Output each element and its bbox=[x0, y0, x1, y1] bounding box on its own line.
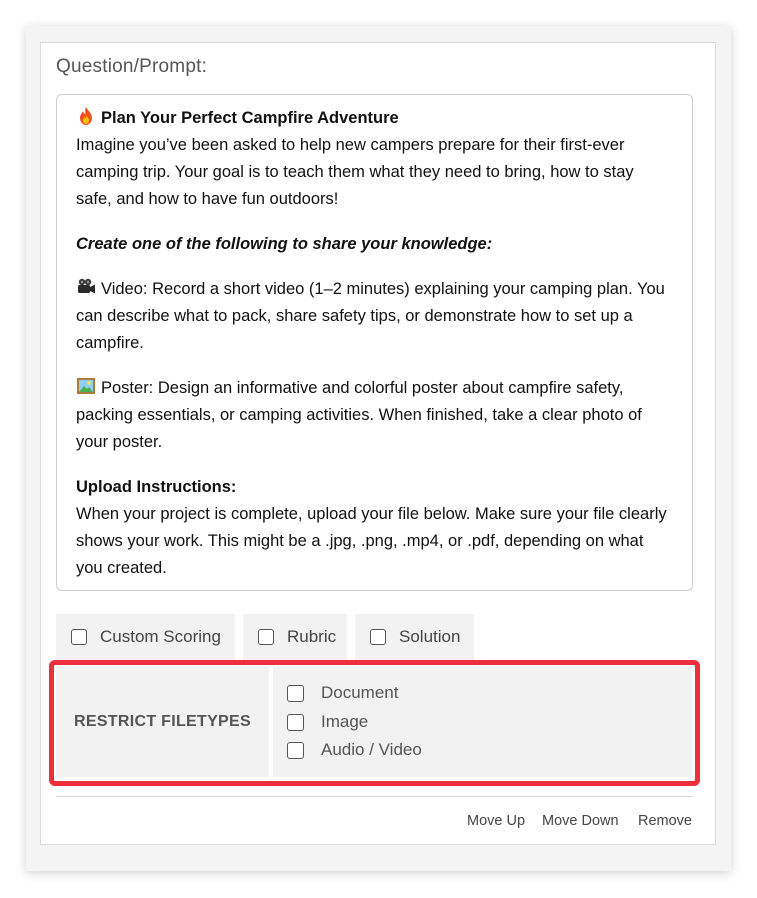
upload-heading: Upload Instructions: bbox=[76, 478, 237, 496]
remove-link[interactable]: Remove bbox=[638, 813, 692, 829]
filetype-audio-video-label: Audio / Video bbox=[321, 740, 422, 759]
movie-camera-icon bbox=[76, 277, 96, 297]
move-down-link[interactable]: Move Down bbox=[542, 813, 619, 829]
actions-divider bbox=[56, 796, 693, 797]
prompt-editor[interactable] bbox=[56, 94, 693, 591]
custom-scoring-checkbox[interactable] bbox=[71, 629, 87, 645]
prompt-create-heading: Create one of the following to share your knowledge: bbox=[76, 235, 493, 253]
filetype-image-label: Image bbox=[321, 712, 369, 731]
rubric-label: Rubric bbox=[287, 627, 337, 646]
upload-text: When your project is complete, upload your file below. Make sure your file clearly shows your work. This might be a .jpg, .png, .mp4, or .pdf, depending on what you created. bbox=[76, 505, 667, 577]
solution-option[interactable] bbox=[355, 614, 474, 660]
solution-checkbox[interactable] bbox=[370, 629, 386, 645]
rubric-option[interactable] bbox=[243, 614, 347, 660]
prompt-title: Plan Your Perfect Campfire Adventure bbox=[101, 109, 399, 127]
custom-scoring-option[interactable] bbox=[56, 614, 235, 660]
rubric-checkbox[interactable] bbox=[258, 629, 274, 645]
filetype-document-label: Document bbox=[321, 683, 399, 702]
custom-scoring-label: Custom Scoring bbox=[100, 627, 221, 646]
solution-label: Solution bbox=[399, 627, 461, 646]
move-up-link[interactable]: Move Up bbox=[467, 813, 526, 829]
prompt-intro: Imagine you’ve been asked to help new campers prepare for their first-ever camping trip. Your goal is to teach them what they need to bring, how to stay safe, and how to have fun outdoors! bbox=[76, 136, 634, 208]
prompt-label: Question/Prompt: bbox=[56, 56, 208, 77]
prompt-poster-option: Poster: Design an informative and colorful poster about campfire safety, packing essentials, or camping activities. When finished, take a clear photo of your poster. bbox=[76, 379, 642, 451]
prompt-video-option: Video: Record a short video (1–2 minutes) explaining your camping plan. You can describe what to pack, share safety tips, or demonstrate how to set up a campfire. bbox=[76, 280, 665, 352]
fire-icon bbox=[76, 106, 96, 126]
framed-picture-icon bbox=[76, 376, 96, 396]
restrict-filetypes-highlight bbox=[49, 660, 700, 786]
restrict-filetypes-label: RESTRICT FILETYPES bbox=[56, 667, 269, 777]
